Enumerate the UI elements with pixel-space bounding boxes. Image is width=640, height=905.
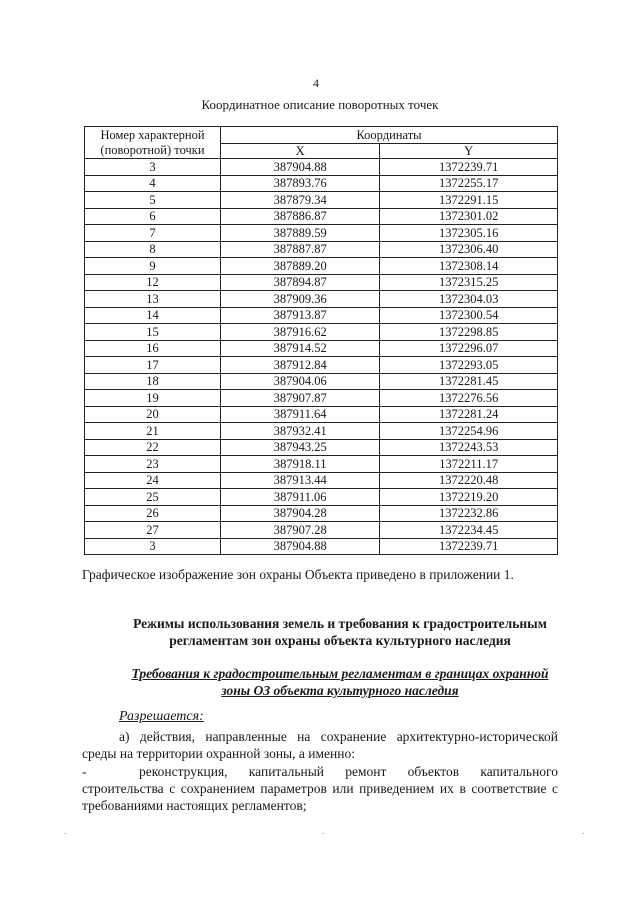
cell-point-number: 17 (85, 357, 221, 374)
cell-y: 1372305.16 (380, 225, 558, 242)
cell-x: 387932.41 (221, 423, 380, 440)
cell-y: 1372304.03 (380, 291, 558, 308)
cell-point-number: 19 (85, 390, 221, 407)
cell-x: 387913.44 (221, 472, 380, 489)
cell-x: 387904.88 (221, 159, 380, 176)
cell-y: 1372281.24 (380, 406, 558, 423)
cell-y: 1372296.07 (380, 340, 558, 357)
cell-y: 1372219.20 (380, 489, 558, 506)
table-row (85, 406, 558, 423)
table-row (85, 208, 558, 225)
cell-point-number: 7 (85, 225, 221, 242)
cell-x: 387904.28 (221, 505, 380, 522)
subsection-title: Требования к градостроительным регламентам в границах охранной зоны ОЗ объекта культурного наследия (131, 666, 549, 698)
appendix-note: Графическое изображение зон охраны Объекта приведено в приложении 1. (82, 567, 514, 582)
table-row (85, 489, 558, 506)
cell-point-number: 3 (85, 538, 221, 555)
table-row (85, 274, 558, 291)
cell-y: 1372308.14 (380, 258, 558, 275)
table-row (85, 307, 558, 324)
table-row (85, 390, 558, 407)
table-row (85, 192, 558, 209)
cell-point-number: 24 (85, 472, 221, 489)
table-row (85, 324, 558, 341)
header-coordinates: Координаты (221, 127, 558, 144)
cell-x: 387887.87 (221, 241, 380, 258)
table-row (85, 175, 558, 192)
cell-point-number: 8 (85, 241, 221, 258)
cell-y: 1372234.45 (380, 522, 558, 539)
cell-x: 387911.64 (221, 406, 380, 423)
cell-y: 1372315.25 (380, 274, 558, 291)
document-title: Координатное описание поворотных точек (201, 97, 439, 112)
cell-x: 387894.87 (221, 274, 380, 291)
scan-mark: . (64, 826, 67, 836)
cell-x: 387916.62 (221, 324, 380, 341)
cell-x: 387943.25 (221, 439, 380, 456)
cell-y: 1372220.48 (380, 472, 558, 489)
cell-x: 387907.87 (221, 390, 380, 407)
table-row (85, 291, 558, 308)
cell-point-number: 15 (85, 324, 221, 341)
cell-x: 387912.84 (221, 357, 380, 374)
table-row (85, 258, 558, 275)
cell-y: 1372298.85 (380, 324, 558, 341)
coordinates-table-body (85, 159, 558, 555)
cell-y: 1372243.53 (380, 439, 558, 456)
table-row (85, 505, 558, 522)
cell-point-number: 27 (85, 522, 221, 539)
cell-y: 1372276.56 (380, 390, 558, 407)
cell-y: 1372291.15 (380, 192, 558, 209)
cell-x: 387889.20 (221, 258, 380, 275)
table-row (85, 225, 558, 242)
cell-point-number: 3 (85, 159, 221, 176)
cell-point-number: 4 (85, 175, 221, 192)
table-row (85, 241, 558, 258)
paragraph-dash-text: реконструкция, капитальный ремонт объектов капитального строительства с сохранением параметров или приведением их в соответствие с требованиями настоящих регламентов; (82, 764, 558, 813)
cell-x: 387893.76 (221, 175, 380, 192)
scan-mark: . (322, 826, 325, 836)
cell-y: 1372301.02 (380, 208, 558, 225)
table-row (85, 439, 558, 456)
cell-x: 387904.06 (221, 373, 380, 390)
cell-point-number: 12 (85, 274, 221, 291)
header-y: Y (380, 144, 558, 159)
cell-y: 1372211.17 (380, 456, 558, 473)
cell-point-number: 26 (85, 505, 221, 522)
cell-y: 1372306.40 (380, 241, 558, 258)
cell-x: 387909.36 (221, 291, 380, 308)
cell-point-number: 13 (85, 291, 221, 308)
cell-y: 1372300.54 (380, 307, 558, 324)
cell-point-number: 16 (85, 340, 221, 357)
cell-x: 387907.28 (221, 522, 380, 539)
cell-x: 387886.87 (221, 208, 380, 225)
cell-point-number: 20 (85, 406, 221, 423)
cell-point-number: 5 (85, 192, 221, 209)
cell-x: 387904.88 (221, 538, 380, 555)
cell-y: 1372293.05 (380, 357, 558, 374)
cell-y: 1372239.71 (380, 538, 558, 555)
cell-point-number: 25 (85, 489, 221, 506)
cell-point-number: 9 (85, 258, 221, 275)
paragraph-dash (82, 763, 558, 814)
cell-point-number: 6 (85, 208, 221, 225)
cell-y: 1372254.96 (380, 423, 558, 440)
cell-x: 387914.52 (221, 340, 380, 357)
header-point-number: Номер характерной (поворотной) точки (85, 127, 221, 159)
cell-x: 387913.87 (221, 307, 380, 324)
cell-x: 387889.59 (221, 225, 380, 242)
cell-point-number: 21 (85, 423, 221, 440)
table-row (85, 159, 558, 176)
scan-mark: . (582, 826, 585, 836)
cell-x: 387879.34 (221, 192, 380, 209)
cell-point-number: 18 (85, 373, 221, 390)
table-row (85, 340, 558, 357)
cell-y: 1372232.86 (380, 505, 558, 522)
table-row (85, 472, 558, 489)
cell-x: 387911.06 (221, 489, 380, 506)
table-row (85, 538, 558, 555)
cell-point-number: 22 (85, 439, 221, 456)
cell-y: 1372239.71 (380, 159, 558, 176)
coordinates-table (84, 126, 558, 555)
cell-x: 387918.11 (221, 456, 380, 473)
section-title: Режимы использования земель и требования к градостроительным регламентам зон охраны объекта культурного наследия (133, 616, 547, 648)
page-number: 4 (313, 76, 319, 90)
table-row (85, 522, 558, 539)
allowed-label: Разрешается: (119, 709, 204, 724)
header-x: X (221, 144, 380, 159)
cell-point-number: 14 (85, 307, 221, 324)
paragraph-a: а) действия, направленные на сохранение архитектурно-исторической среды на территории охранной зоны, а именно: (82, 729, 558, 761)
cell-point-number: 23 (85, 456, 221, 473)
table-row (85, 423, 558, 440)
table-row (85, 357, 558, 374)
table-row (85, 456, 558, 473)
cell-y: 1372255.17 (380, 175, 558, 192)
dash-bullet: - (82, 764, 87, 779)
cell-y: 1372281.45 (380, 373, 558, 390)
table-row (85, 373, 558, 390)
